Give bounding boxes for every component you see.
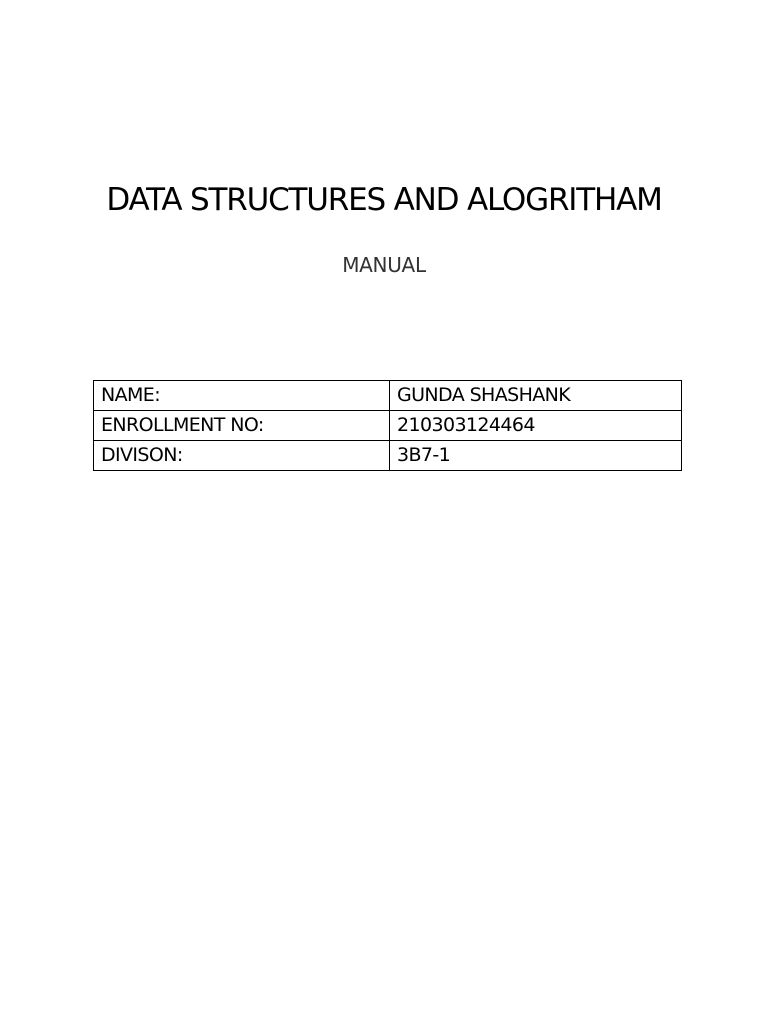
division-label: DIVISON:	[94, 441, 390, 471]
document-subtitle: MANUAL	[342, 253, 426, 277]
table-row	[94, 441, 682, 471]
name-label: NAME:	[94, 381, 390, 411]
table-row	[94, 381, 682, 411]
table-row	[94, 411, 682, 441]
name-value: GUNDA SHASHANK	[390, 381, 682, 411]
student-info-table	[93, 380, 682, 471]
document-title: DATA STRUCTURES AND ALOGRITHAM	[106, 182, 662, 218]
division-value: 3B7-1	[390, 441, 682, 471]
enrollment-label: ENROLLMENT NO:	[94, 411, 390, 441]
enrollment-value: 210303124464	[390, 411, 682, 441]
